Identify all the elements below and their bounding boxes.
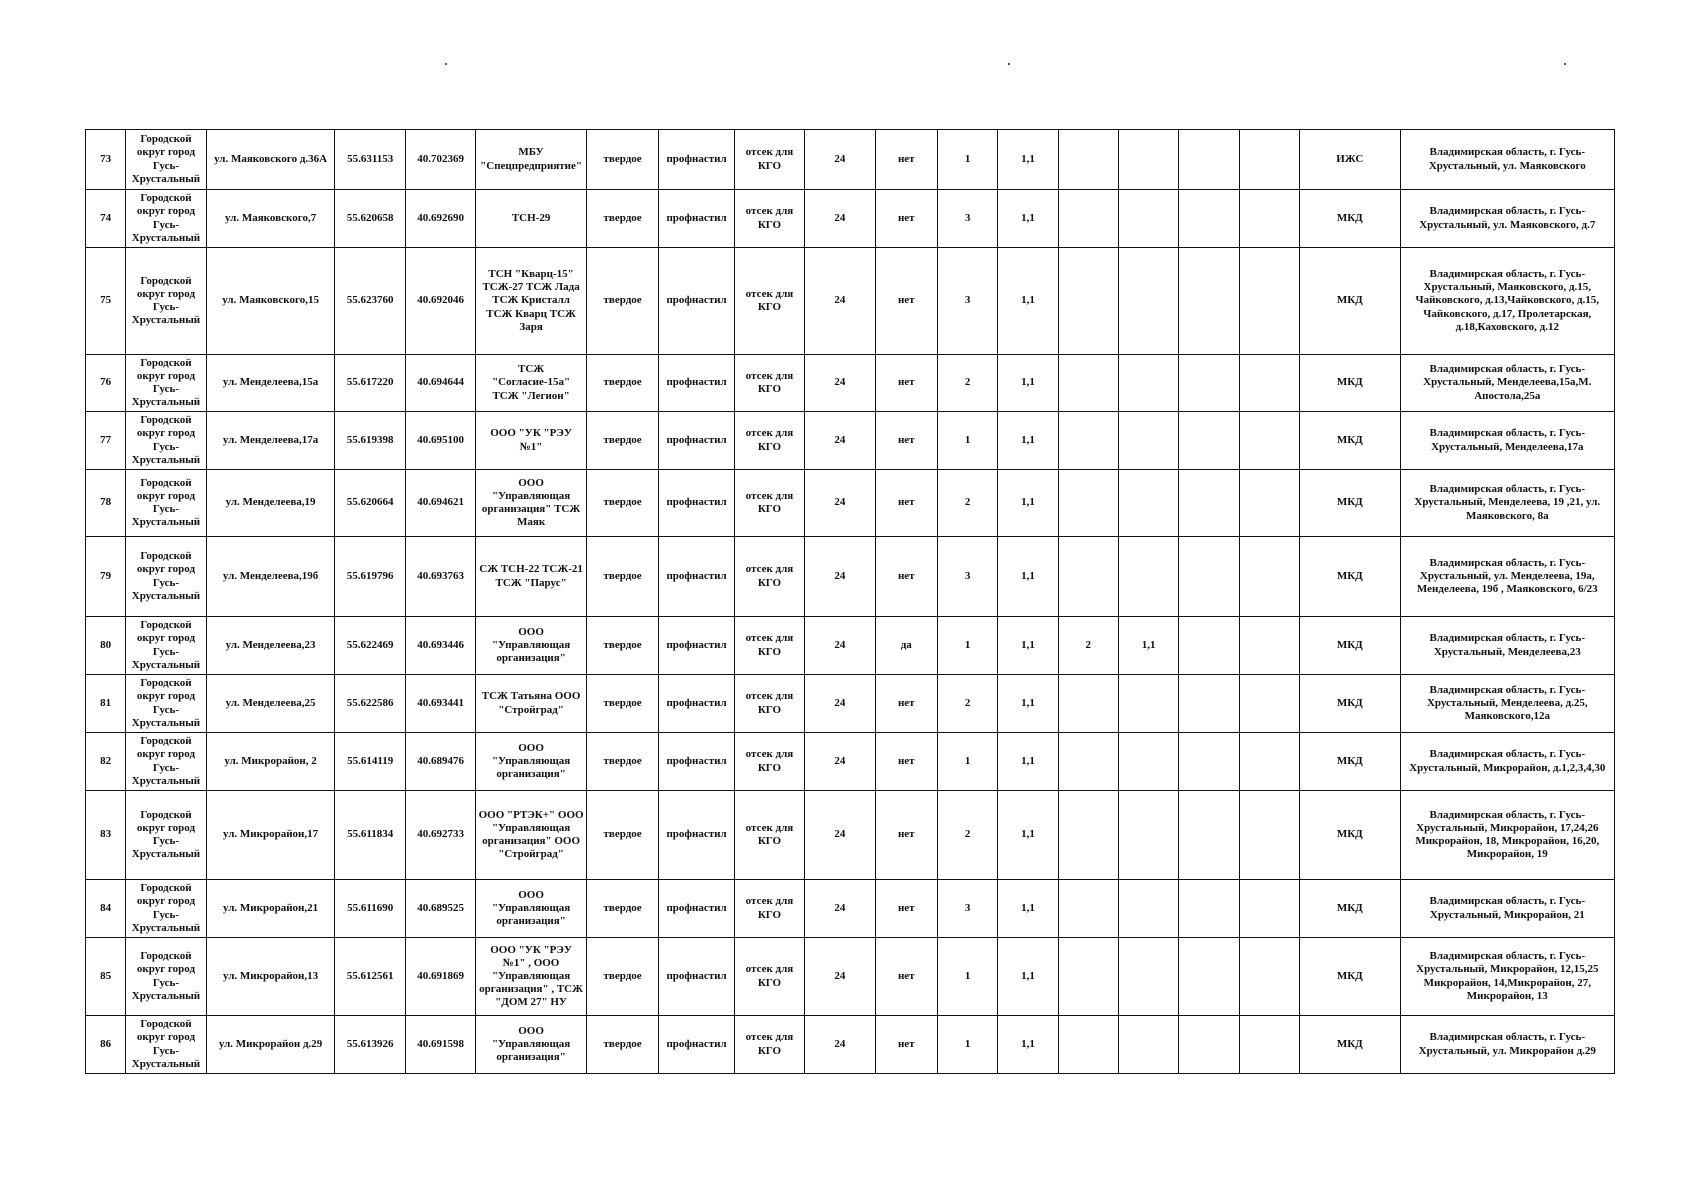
covered-cell: нет — [875, 248, 937, 355]
table-row — [86, 248, 1615, 355]
blank-cell-b — [1239, 130, 1299, 190]
served-addresses-cell: Владимирская область, г. Гусь-Хрустальный, Маяковского, д.15, Чайковского, д.13,Чайковского, д.15, Чайковского, д.17, Пролетарская, д.18,Каховского, д.12 — [1400, 248, 1614, 355]
building-kind-cell: МКД — [1300, 248, 1401, 355]
container-count-cell: 3 — [937, 190, 997, 248]
extra-container-count-cell — [1058, 248, 1118, 355]
longitude-cell: 40.693446 — [405, 617, 475, 675]
extra-container-volume-cell — [1118, 130, 1178, 190]
surface-cell: твердое — [586, 938, 658, 1016]
served-addresses-cell: Владимирская область, г. Гусь-Хрустальный, Микрорайон, д.1,2,3,4,30 — [1400, 733, 1614, 791]
container-volume-cell: 1,1 — [998, 880, 1058, 938]
owner-cell: ООО "РТЭК+" ООО "Управляющая организация" ООО "Стройград" — [476, 791, 587, 880]
fence-cell: профнастил — [659, 248, 734, 355]
extra-container-count-cell — [1058, 791, 1118, 880]
extra-container-volume-cell — [1118, 675, 1178, 733]
surface-cell: твердое — [586, 733, 658, 791]
table-row — [86, 880, 1615, 938]
site-type-cell: отсек для КГО — [734, 1016, 804, 1074]
extra-container-count-cell: 2 — [1058, 617, 1118, 675]
district-cell: Городской округ город Гусь-Хрустальный — [126, 938, 206, 1016]
table-row — [86, 190, 1615, 248]
fence-cell: профнастил — [659, 537, 734, 617]
container-volume-cell: 1,1 — [998, 1016, 1058, 1074]
covered-cell: да — [875, 617, 937, 675]
fence-cell: профнастил — [659, 130, 734, 190]
surface-cell: твердое — [586, 248, 658, 355]
surface-cell: твердое — [586, 130, 658, 190]
blank-cell-a — [1179, 355, 1239, 412]
blank-cell-b — [1239, 791, 1299, 880]
building-kind-cell: МКД — [1300, 733, 1401, 791]
site-type-cell: отсек для КГО — [734, 617, 804, 675]
row-number: 80 — [86, 617, 126, 675]
street-cell: ул. Менделеева,19б — [206, 537, 335, 617]
surface-cell: твердое — [586, 355, 658, 412]
street-cell: ул. Микрорайон,17 — [206, 791, 335, 880]
extra-container-volume-cell — [1118, 880, 1178, 938]
district-cell: Городской округ город Гусь-Хрустальный — [126, 791, 206, 880]
served-addresses-cell: Владимирская область, г. Гусь-Хрустальный, ул. Маяковского, д.7 — [1400, 190, 1614, 248]
extra-container-count-cell — [1058, 470, 1118, 537]
extra-container-volume-cell — [1118, 412, 1178, 470]
district-cell: Городской округ город Гусь-Хрустальный — [126, 733, 206, 791]
served-addresses-cell: Владимирская область, г. Гусь-Хрустальный, Менделеева,23 — [1400, 617, 1614, 675]
row-number: 81 — [86, 675, 126, 733]
container-volume-cell: 1,1 — [998, 412, 1058, 470]
extra-container-count-cell — [1058, 130, 1118, 190]
fence-cell: профнастил — [659, 412, 734, 470]
latitude-cell: 55.613926 — [335, 1016, 405, 1074]
row-number: 79 — [86, 537, 126, 617]
owner-cell: ТСН "Кварц-15" ТСЖ-27 ТСЖ Лада ТСЖ Кристалл ТСЖ Кварц ТСЖ Заря — [476, 248, 587, 355]
covered-cell: нет — [875, 675, 937, 733]
site-type-cell: отсек для КГО — [734, 791, 804, 880]
surface-cell: твердое — [586, 675, 658, 733]
container-count-cell: 2 — [937, 791, 997, 880]
blank-cell-a — [1179, 470, 1239, 537]
surface-cell: твердое — [586, 190, 658, 248]
row-number: 73 — [86, 130, 126, 190]
surface-cell: твердое — [586, 537, 658, 617]
site-type-cell: отсек для КГО — [734, 880, 804, 938]
covered-cell: нет — [875, 880, 937, 938]
blank-cell-a — [1179, 791, 1239, 880]
row-number: 76 — [86, 355, 126, 412]
container-volume-cell: 1,1 — [998, 355, 1058, 412]
street-cell: ул. Микрорайон, 2 — [206, 733, 335, 791]
table-row — [86, 470, 1615, 537]
served-addresses-cell: Владимирская область, г. Гусь-Хрустальный, ул. Микрорайон д.29 — [1400, 1016, 1614, 1074]
building-kind-cell: МКД — [1300, 537, 1401, 617]
longitude-cell: 40.692046 — [405, 248, 475, 355]
building-kind-cell: МКД — [1300, 470, 1401, 537]
longitude-cell: 40.692690 — [405, 190, 475, 248]
served-addresses-cell: Владимирская область, г. Гусь-Хрустальный, ул. Менделеева, 19а, Менделеева, 19б , Маяковского, 6/23 — [1400, 537, 1614, 617]
surface-cell: твердое — [586, 617, 658, 675]
area-cell: 24 — [805, 938, 875, 1016]
longitude-cell: 40.689525 — [405, 880, 475, 938]
district-cell: Городской округ город Гусь-Хрустальный — [126, 880, 206, 938]
area-cell: 24 — [805, 248, 875, 355]
district-cell: Городской округ город Гусь-Хрустальный — [126, 675, 206, 733]
longitude-cell: 40.689476 — [405, 733, 475, 791]
longitude-cell: 40.694621 — [405, 470, 475, 537]
table-row — [86, 537, 1615, 617]
latitude-cell: 55.631153 — [335, 130, 405, 190]
table-row — [86, 130, 1615, 190]
table-row — [86, 791, 1615, 880]
latitude-cell: 55.620664 — [335, 470, 405, 537]
extra-container-volume-cell — [1118, 355, 1178, 412]
served-addresses-cell: Владимирская область, г. Гусь-Хрустальный, Менделеева,15а,М. Апостола,25а — [1400, 355, 1614, 412]
longitude-cell: 40.692733 — [405, 791, 475, 880]
latitude-cell: 55.611834 — [335, 791, 405, 880]
area-cell: 24 — [805, 190, 875, 248]
row-number: 86 — [86, 1016, 126, 1074]
latitude-cell: 55.619398 — [335, 412, 405, 470]
container-count-cell: 1 — [937, 1016, 997, 1074]
covered-cell: нет — [875, 733, 937, 791]
blank-cell-b — [1239, 617, 1299, 675]
street-cell: ул. Микрорайон д.29 — [206, 1016, 335, 1074]
surface-cell: твердое — [586, 791, 658, 880]
row-number: 78 — [86, 470, 126, 537]
area-cell: 24 — [805, 880, 875, 938]
container-count-cell: 1 — [937, 412, 997, 470]
covered-cell: нет — [875, 938, 937, 1016]
row-number: 77 — [86, 412, 126, 470]
latitude-cell: 55.612561 — [335, 938, 405, 1016]
scan-dot-right — [1564, 63, 1566, 65]
container-count-cell: 3 — [937, 537, 997, 617]
area-cell: 24 — [805, 617, 875, 675]
street-cell: ул. Маяковского д.36А — [206, 130, 335, 190]
table-row — [86, 675, 1615, 733]
blank-cell-b — [1239, 733, 1299, 791]
blank-cell-b — [1239, 880, 1299, 938]
blank-cell-a — [1179, 938, 1239, 1016]
owner-cell: ООО "УК "РЭУ №1" — [476, 412, 587, 470]
owner-cell: СЖ ТСН-22 ТСЖ-21 ТСЖ "Парус" — [476, 537, 587, 617]
longitude-cell: 40.693763 — [405, 537, 475, 617]
site-type-cell: отсек для КГО — [734, 733, 804, 791]
district-cell: Городской округ город Гусь-Хрустальный — [126, 1016, 206, 1074]
building-kind-cell: МКД — [1300, 880, 1401, 938]
street-cell: ул. Менделеева,15а — [206, 355, 335, 412]
area-cell: 24 — [805, 791, 875, 880]
owner-cell: ООО "Управляющая организация" — [476, 1016, 587, 1074]
street-cell: ул. Микрорайон,13 — [206, 938, 335, 1016]
container-count-cell: 1 — [937, 733, 997, 791]
blank-cell-a — [1179, 412, 1239, 470]
owner-cell: ТСН-29 — [476, 190, 587, 248]
latitude-cell: 55.614119 — [335, 733, 405, 791]
district-cell: Городской округ город Гусь-Хрустальный — [126, 412, 206, 470]
street-cell: ул. Маяковского,7 — [206, 190, 335, 248]
site-type-cell: отсек для КГО — [734, 938, 804, 1016]
latitude-cell: 55.611690 — [335, 880, 405, 938]
extra-container-count-cell — [1058, 938, 1118, 1016]
served-addresses-cell: Владимирская область, г. Гусь-Хрустальный, Менделеева, д.25, Маяковского,12а — [1400, 675, 1614, 733]
container-count-cell: 1 — [937, 130, 997, 190]
container-volume-cell: 1,1 — [998, 537, 1058, 617]
fence-cell: профнастил — [659, 355, 734, 412]
building-kind-cell: МКД — [1300, 791, 1401, 880]
blank-cell-b — [1239, 675, 1299, 733]
extra-container-volume-cell — [1118, 938, 1178, 1016]
latitude-cell: 55.619796 — [335, 537, 405, 617]
owner-cell: ООО "Управляющая организация" ТСЖ Маяк — [476, 470, 587, 537]
building-kind-cell: МКД — [1300, 938, 1401, 1016]
extra-container-volume-cell: 1,1 — [1118, 617, 1178, 675]
extra-container-count-cell — [1058, 675, 1118, 733]
covered-cell: нет — [875, 470, 937, 537]
district-cell: Городской округ город Гусь-Хрустальный — [126, 470, 206, 537]
district-cell: Городской округ город Гусь-Хрустальный — [126, 617, 206, 675]
extra-container-volume-cell — [1118, 1016, 1178, 1074]
latitude-cell: 55.622586 — [335, 675, 405, 733]
site-type-cell: отсек для КГО — [734, 248, 804, 355]
site-type-cell: отсек для КГО — [734, 470, 804, 537]
extra-container-volume-cell — [1118, 470, 1178, 537]
area-cell: 24 — [805, 733, 875, 791]
extra-container-count-cell — [1058, 355, 1118, 412]
site-type-cell: отсек для КГО — [734, 675, 804, 733]
latitude-cell: 55.620658 — [335, 190, 405, 248]
row-number: 85 — [86, 938, 126, 1016]
fence-cell: профнастил — [659, 938, 734, 1016]
street-cell: ул. Менделеева,25 — [206, 675, 335, 733]
scan-dot-left — [445, 63, 447, 65]
area-cell: 24 — [805, 412, 875, 470]
building-kind-cell: МКД — [1300, 1016, 1401, 1074]
area-cell: 24 — [805, 470, 875, 537]
surface-cell: твердое — [586, 880, 658, 938]
container-volume-cell: 1,1 — [998, 675, 1058, 733]
building-kind-cell: ИЖС — [1300, 130, 1401, 190]
street-cell: ул. Менделеева,19 — [206, 470, 335, 537]
extra-container-volume-cell — [1118, 190, 1178, 248]
blank-cell-a — [1179, 248, 1239, 355]
table-row — [86, 733, 1615, 791]
building-kind-cell: МКД — [1300, 675, 1401, 733]
longitude-cell: 40.695100 — [405, 412, 475, 470]
extra-container-count-cell — [1058, 733, 1118, 791]
covered-cell: нет — [875, 130, 937, 190]
longitude-cell: 40.693441 — [405, 675, 475, 733]
row-number: 82 — [86, 733, 126, 791]
site-type-cell: отсек для КГО — [734, 412, 804, 470]
extra-container-volume-cell — [1118, 537, 1178, 617]
covered-cell: нет — [875, 355, 937, 412]
table-row — [86, 617, 1615, 675]
container-volume-cell: 1,1 — [998, 248, 1058, 355]
fence-cell: профнастил — [659, 675, 734, 733]
owner-cell: ООО "Управляющая организация" — [476, 880, 587, 938]
served-addresses-cell: Владимирская область, г. Гусь-Хрустальный, ул. Маяковского — [1400, 130, 1614, 190]
container-count-cell: 1 — [937, 938, 997, 1016]
extra-container-volume-cell — [1118, 733, 1178, 791]
container-volume-cell: 1,1 — [998, 470, 1058, 537]
area-cell: 24 — [805, 355, 875, 412]
district-cell: Городской округ город Гусь-Хрустальный — [126, 130, 206, 190]
served-addresses-cell: Владимирская область, г. Гусь-Хрустальный, Микрорайон, 12,15,25 Микрорайон, 14,Микрорайон, 27, Микрорайон, 13 — [1400, 938, 1614, 1016]
fence-cell: профнастил — [659, 880, 734, 938]
latitude-cell: 55.623760 — [335, 248, 405, 355]
scan-dot-middle — [1008, 63, 1010, 65]
blank-cell-a — [1179, 190, 1239, 248]
blank-cell-a — [1179, 537, 1239, 617]
surface-cell: твердое — [586, 1016, 658, 1074]
container-volume-cell: 1,1 — [998, 130, 1058, 190]
latitude-cell: 55.617220 — [335, 355, 405, 412]
district-cell: Городской округ город Гусь-Хрустальный — [126, 248, 206, 355]
served-addresses-cell: Владимирская область, г. Гусь-Хрустальный, Менделеева, 19 ,21, ул. Маяковского, 8а — [1400, 470, 1614, 537]
fence-cell: профнастил — [659, 617, 734, 675]
served-addresses-cell: Владимирская область, г. Гусь-Хрустальный, Микрорайон, 21 — [1400, 880, 1614, 938]
table-row — [86, 412, 1615, 470]
fence-cell: профнастил — [659, 1016, 734, 1074]
container-volume-cell: 1,1 — [998, 617, 1058, 675]
building-kind-cell: МКД — [1300, 355, 1401, 412]
longitude-cell: 40.691598 — [405, 1016, 475, 1074]
covered-cell: нет — [875, 537, 937, 617]
owner-cell: ТСЖ Татьяна ООО "Стройград" — [476, 675, 587, 733]
longitude-cell: 40.691869 — [405, 938, 475, 1016]
extra-container-count-cell — [1058, 1016, 1118, 1074]
container-count-cell: 2 — [937, 675, 997, 733]
blank-cell-b — [1239, 1016, 1299, 1074]
blank-cell-b — [1239, 537, 1299, 617]
table-row — [86, 1016, 1615, 1074]
served-addresses-cell: Владимирская область, г. Гусь-Хрустальный, Микрорайон, 17,24,26 Микрорайон, 18, Микрорайон, 16,20, Микрорайон, 19 — [1400, 791, 1614, 880]
site-type-cell: отсек для КГО — [734, 130, 804, 190]
extra-container-volume-cell — [1118, 248, 1178, 355]
fence-cell: профнастил — [659, 733, 734, 791]
fence-cell: профнастил — [659, 470, 734, 537]
row-number: 74 — [86, 190, 126, 248]
street-cell: ул. Маяковского,15 — [206, 248, 335, 355]
building-kind-cell: МКД — [1300, 412, 1401, 470]
fence-cell: профнастил — [659, 791, 734, 880]
blank-cell-a — [1179, 733, 1239, 791]
row-number: 84 — [86, 880, 126, 938]
owner-cell: ООО "Управляющая организация" — [476, 617, 587, 675]
container-volume-cell: 1,1 — [998, 733, 1058, 791]
owner-cell: ООО "Управляющая организация" — [476, 733, 587, 791]
area-cell: 24 — [805, 537, 875, 617]
container-count-cell: 3 — [937, 880, 997, 938]
longitude-cell: 40.694644 — [405, 355, 475, 412]
area-cell: 24 — [805, 675, 875, 733]
container-count-cell: 2 — [937, 355, 997, 412]
longitude-cell: 40.702369 — [405, 130, 475, 190]
district-cell: Городской округ город Гусь-Хрустальный — [126, 190, 206, 248]
owner-cell: ТСЖ "Согласие-15а" ТСЖ "Легион" — [476, 355, 587, 412]
site-type-cell: отсек для КГО — [734, 355, 804, 412]
served-addresses-cell: Владимирская область, г. Гусь-Хрустальный, Менделеева,17а — [1400, 412, 1614, 470]
blank-cell-b — [1239, 355, 1299, 412]
table-row — [86, 355, 1615, 412]
container-sites-table — [85, 129, 1615, 1074]
building-kind-cell: МКД — [1300, 617, 1401, 675]
covered-cell: нет — [875, 1016, 937, 1074]
fence-cell: профнастил — [659, 190, 734, 248]
site-type-cell: отсек для КГО — [734, 537, 804, 617]
latitude-cell: 55.622469 — [335, 617, 405, 675]
district-cell: Городской округ город Гусь-Хрустальный — [126, 537, 206, 617]
building-kind-cell: МКД — [1300, 190, 1401, 248]
street-cell: ул. Менделеева,23 — [206, 617, 335, 675]
surface-cell: твердое — [586, 470, 658, 537]
area-cell: 24 — [805, 130, 875, 190]
container-volume-cell: 1,1 — [998, 190, 1058, 248]
extra-container-count-cell — [1058, 880, 1118, 938]
area-cell: 24 — [805, 1016, 875, 1074]
blank-cell-a — [1179, 1016, 1239, 1074]
blank-cell-b — [1239, 938, 1299, 1016]
extra-container-count-cell — [1058, 190, 1118, 248]
street-cell: ул. Микрорайон,21 — [206, 880, 335, 938]
covered-cell: нет — [875, 791, 937, 880]
row-number: 75 — [86, 248, 126, 355]
blank-cell-b — [1239, 248, 1299, 355]
blank-cell-a — [1179, 130, 1239, 190]
container-volume-cell: 1,1 — [998, 791, 1058, 880]
blank-cell-b — [1239, 470, 1299, 537]
owner-cell: МБУ "Спецпредприятие" — [476, 130, 587, 190]
street-cell: ул. Менделеева,17а — [206, 412, 335, 470]
surface-cell: твердое — [586, 412, 658, 470]
blank-cell-a — [1179, 675, 1239, 733]
table-body — [86, 130, 1615, 1074]
row-number: 83 — [86, 791, 126, 880]
container-count-cell: 3 — [937, 248, 997, 355]
blank-cell-a — [1179, 880, 1239, 938]
extra-container-count-cell — [1058, 537, 1118, 617]
blank-cell-a — [1179, 617, 1239, 675]
covered-cell: нет — [875, 190, 937, 248]
owner-cell: ООО "УК "РЭУ №1" , ООО "Управляющая организация" , ТСЖ "ДОМ 27" НУ — [476, 938, 587, 1016]
extra-container-count-cell — [1058, 412, 1118, 470]
blank-cell-b — [1239, 412, 1299, 470]
extra-container-volume-cell — [1118, 791, 1178, 880]
container-count-cell: 1 — [937, 617, 997, 675]
district-cell: Городской округ город Гусь-Хрустальный — [126, 355, 206, 412]
container-count-cell: 2 — [937, 470, 997, 537]
table-row — [86, 938, 1615, 1016]
covered-cell: нет — [875, 412, 937, 470]
site-type-cell: отсек для КГО — [734, 190, 804, 248]
blank-cell-b — [1239, 190, 1299, 248]
container-volume-cell: 1,1 — [998, 938, 1058, 1016]
